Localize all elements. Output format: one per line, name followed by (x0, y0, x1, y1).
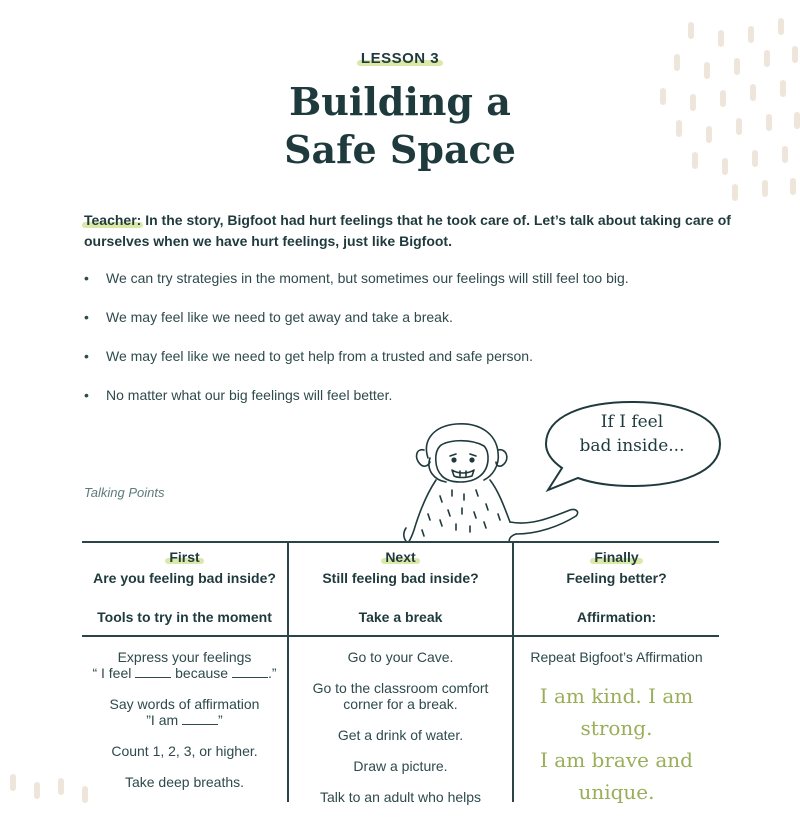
column-question: Still feeling bad inside? (322, 570, 479, 586)
column-items (82, 649, 287, 805)
list-item: Go to the classroom comfort corner for a break. (312, 680, 489, 712)
column-question: Are you feeling bad inside? (93, 570, 276, 586)
teacher-label: Teacher: (84, 212, 142, 228)
teacher-intro (84, 210, 734, 252)
list-item: Take deep breaths. (124, 774, 245, 790)
list-item: Say words of affirmation ”I am ” (109, 696, 260, 728)
column-subheading: Take a break (358, 609, 443, 625)
affirmation-text: I am kind. I am strong. I am brave and unique. (539, 684, 694, 804)
list-item: Express your feelings “ I feel because .” (92, 649, 277, 681)
step-label: Finally (594, 549, 639, 565)
bullet-item: • We may feel like we need to get help from a trusted and safe person. (84, 346, 724, 385)
list-item: Count 1, 2, 3, or higher. (111, 743, 258, 759)
column-question: Feeling better? (566, 570, 667, 586)
table-column-first (82, 543, 287, 802)
speech-bubble-line-1: If I feel (600, 412, 664, 432)
table-column-finally (514, 543, 719, 802)
step-label: First (169, 549, 200, 565)
strategy-table (82, 541, 719, 805)
talking-points-label: Talking Points (84, 485, 165, 500)
title-line-1: Building a (289, 79, 511, 124)
list-item: Get a drink of water. (337, 727, 464, 743)
title-line-2: Safe Space (284, 127, 516, 172)
list-item: Draw a picture. (353, 758, 448, 774)
list-item: Go to your Cave. (347, 649, 454, 665)
decorative-dash-pattern-bottom (0, 760, 90, 800)
blank-line (182, 724, 218, 725)
table-column-next (289, 543, 512, 805)
page-title (0, 78, 800, 174)
column-subheading: Tools to try in the moment (97, 609, 272, 625)
lesson-label: LESSON 3 (360, 50, 440, 67)
speech-bubble-line-2: bad inside... (579, 436, 685, 456)
column-items (514, 649, 719, 808)
bullet-item: • We may feel like we need to get away and take a break. (84, 307, 724, 346)
bullet-item: • No matter what our big feelings will feel better. (84, 385, 724, 424)
list-item: Talk to an adult who helps (319, 789, 482, 805)
list-item: Repeat Bigfoot’s Affirmation (530, 649, 703, 665)
step-label: Next (385, 549, 416, 565)
teacher-intro-text: In the story, Bigfoot had hurt feelings that he took care of. Let’s talk about taking care of ourselves when we have hurt feelings, just like Bigfoot. (84, 212, 731, 249)
blank-line (135, 677, 171, 678)
column-items (289, 649, 512, 820)
bullet-item: • We can try strategies in the moment, but sometimes our feelings will still feel too big. (84, 268, 724, 307)
speech-bubble-text (552, 410, 712, 458)
blank-line (232, 677, 268, 678)
column-subheading: Affirmation: (576, 609, 657, 625)
